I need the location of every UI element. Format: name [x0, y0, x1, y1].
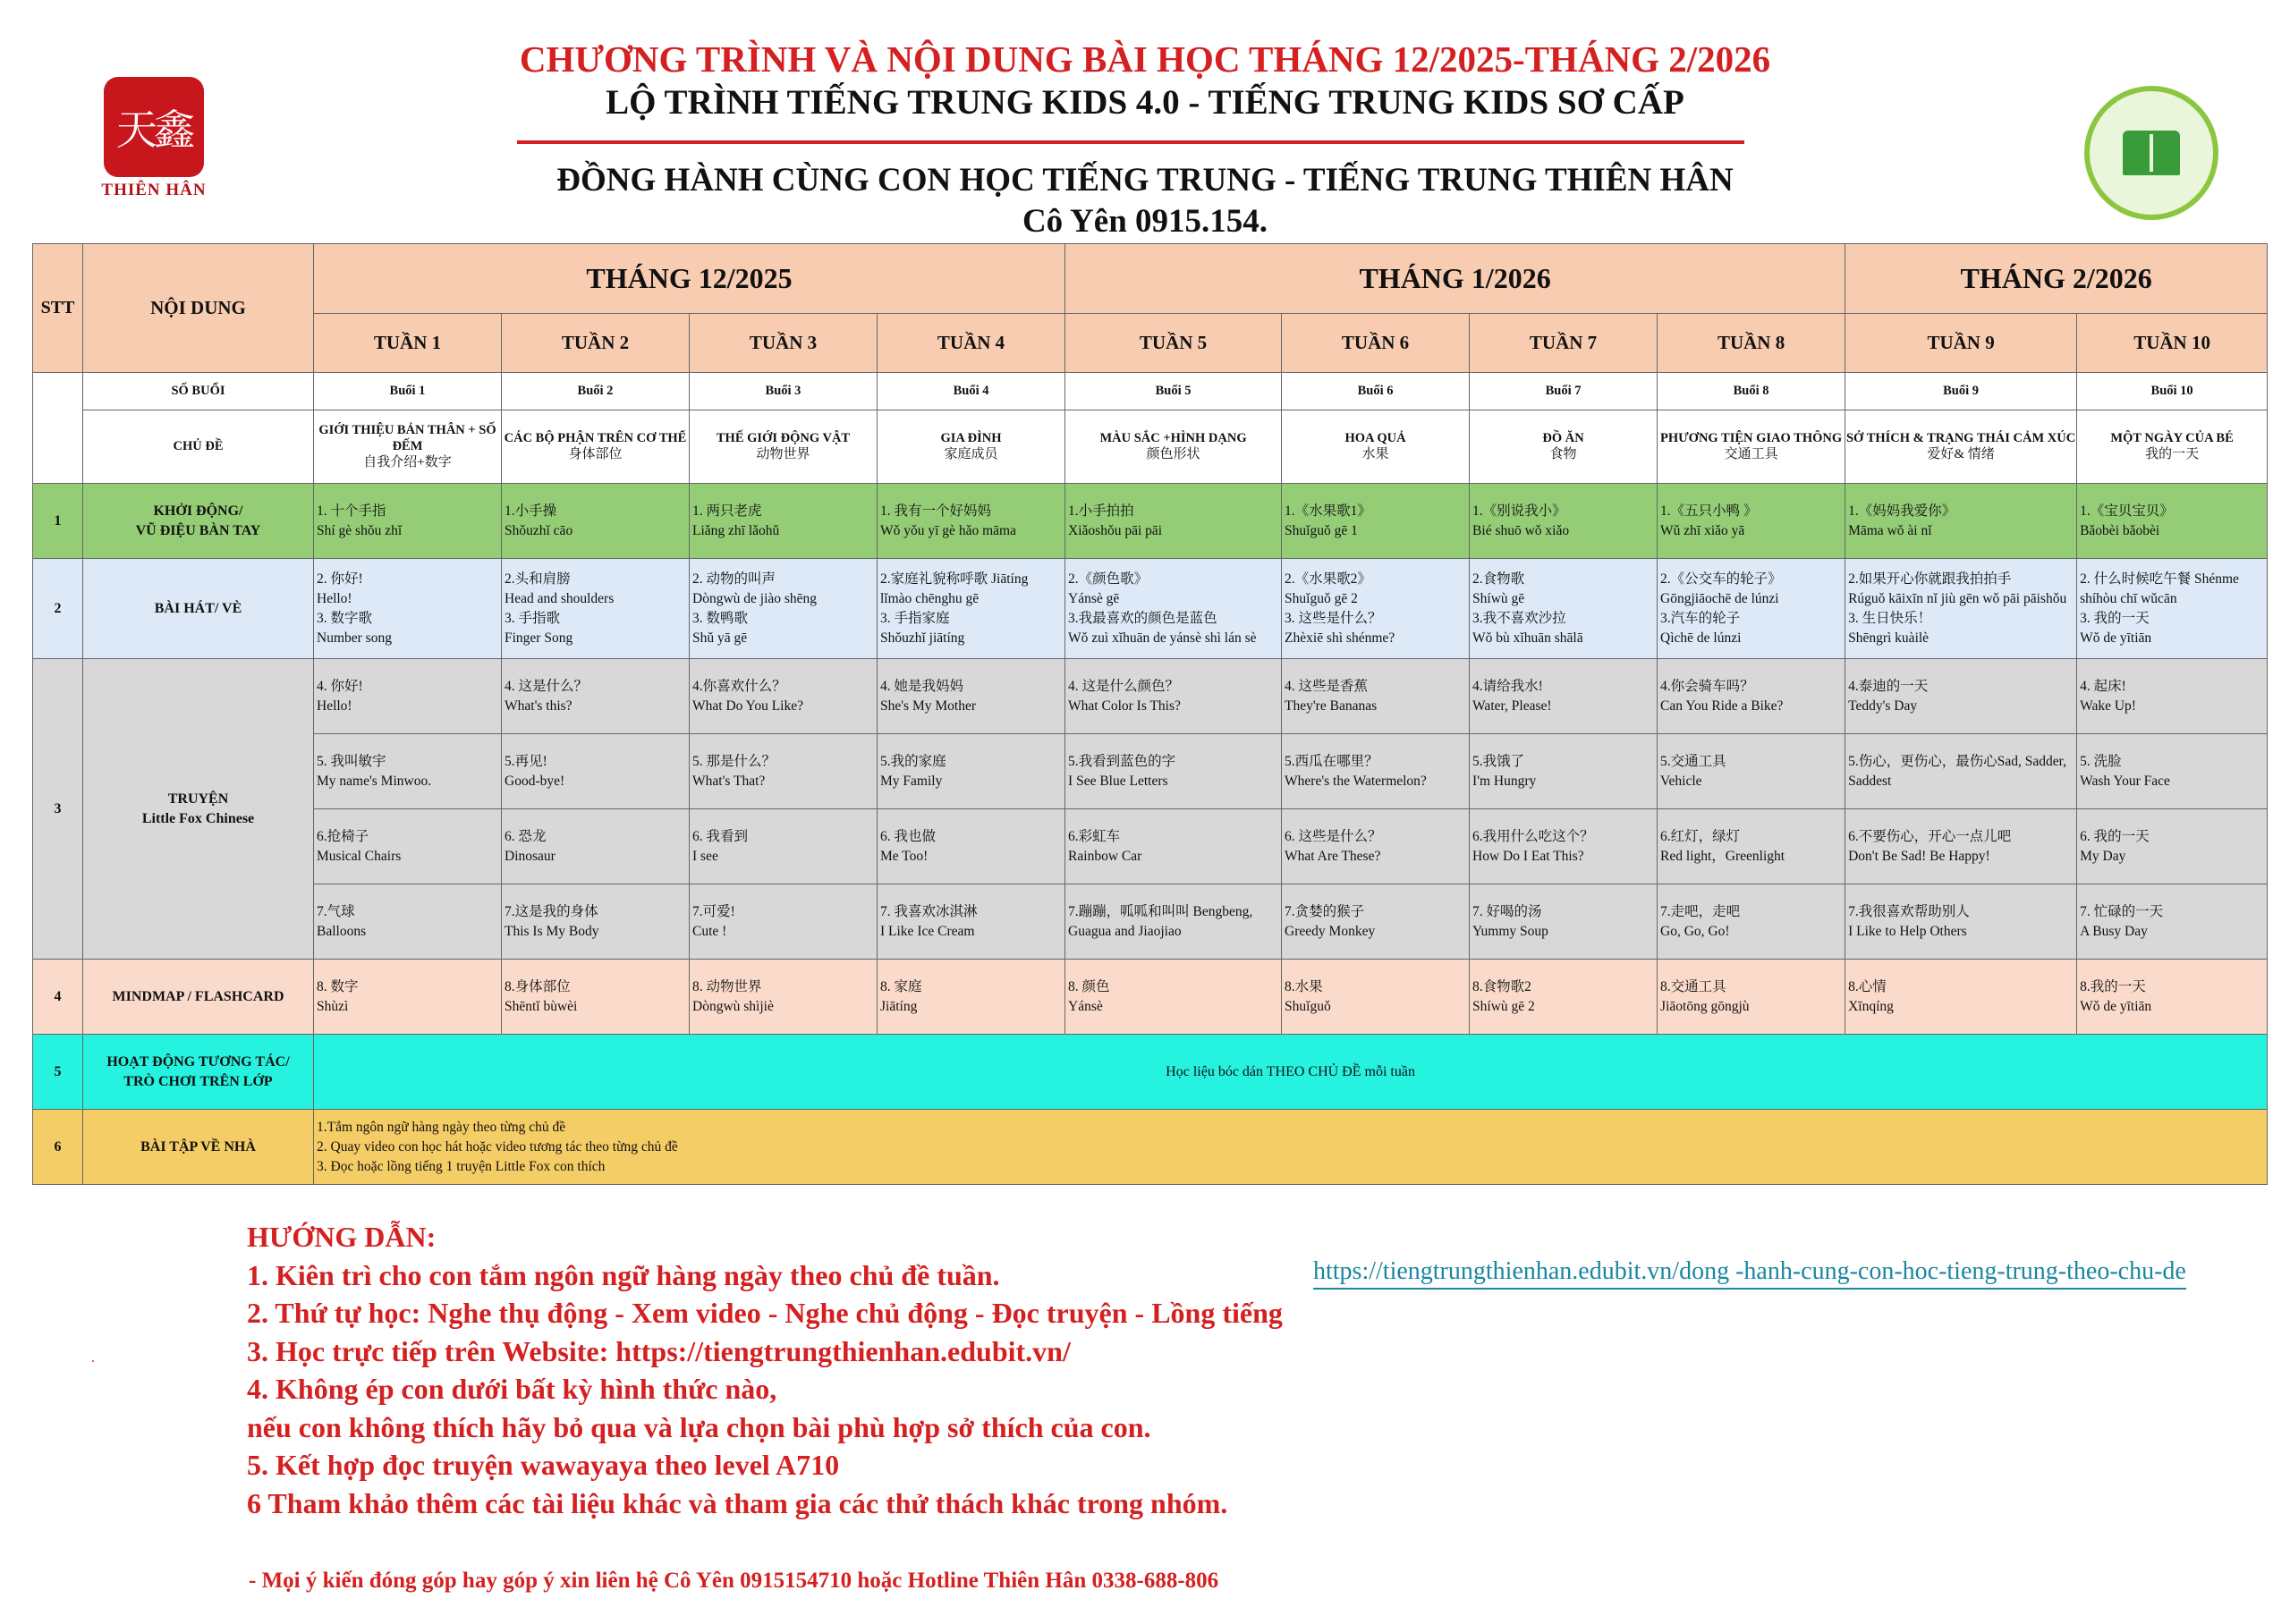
stt-cell: 4 [33, 960, 83, 1035]
story-cell: 6.抢椅子 Musical Chairs [314, 809, 502, 884]
lesson-cell: 1.《别说我小》 Bié shuō wǒ xiǎo [1470, 484, 1658, 559]
topic-zh: 动物世界 [756, 447, 810, 462]
story-cell: 5. 我叫敏宇 My name's Minwoo. [314, 734, 502, 809]
lesson-cell: 2. 你好! Hello! 3. 数字歌 Number song [314, 559, 502, 659]
row-label: HOẠT ĐỘNG TƯƠNG TÁC/ TRÒ CHƠI TRÊN LỚP [83, 1035, 314, 1110]
story-cell: 5.伤心，更伤心，最伤心Sad, Sadder, Saddest [1845, 734, 2077, 809]
story-cell: 4. 起床! Wake Up! [2077, 659, 2268, 734]
topic-zh: 水果 [1361, 447, 1389, 462]
stray-dot: . [91, 1350, 95, 1366]
session-cell: Buổi 5 [1065, 373, 1282, 410]
story-cell: 6. 这些是什么？ What Are These? [1282, 809, 1470, 884]
activities-cell: Học liệu bóc dán THEO CHỦ ĐỀ mỗi tuần [314, 1035, 2268, 1110]
month-header: THÁNG 12/2025 [314, 244, 1065, 314]
week-header-row [33, 314, 2268, 373]
feedback-contact: - Mọi ý kiến đóng góp hay góp ý xin liên hệ Cô Yên 0915154710 hoặc Hotline Thiên Hân 0338-688-806 [249, 1569, 1219, 1593]
stt-cell: 1 [33, 484, 83, 559]
session-cell: Buổi 9 [1845, 373, 2077, 410]
week-header: TUẦN 4 [878, 314, 1065, 373]
lesson-cell: 1. 我有一个好妈妈 Wǒ yǒu yī gè hǎo māma [878, 484, 1065, 559]
story-cell: 6. 我的一天 My Day [2077, 809, 2268, 884]
stt-cell: 2 [33, 559, 83, 659]
story-cell: 4. 这是什么颜色？ What Color Is This? [1065, 659, 1282, 734]
topic-cell [1658, 410, 1845, 484]
lesson-cell: 8.食物歌2 Shíwù gē 2 [1470, 960, 1658, 1035]
topic-cell [502, 410, 690, 484]
topic-cell [314, 410, 502, 484]
story-cell: 5. 洗脸 Wash Your Face [2077, 734, 2268, 809]
story-cell: 4. 这是什么？ What's this? [502, 659, 690, 734]
course-link[interactable]: https://tiengtrungthienhan.edubit.vn/dong -hanh-cung-con-hoc-tieng-trung-theo-chu-de [1313, 1257, 2186, 1290]
topic-vi: CÁC BỘ PHẬN TRÊN CƠ THỂ [504, 431, 687, 446]
lesson-plan-table [32, 243, 2268, 1185]
lesson-cell: 1.《妈妈我爱你》 Māma wǒ ài nǐ [1845, 484, 2077, 559]
story-cell: 7.可爱! Cute ! [690, 884, 878, 960]
topic-cell [878, 410, 1065, 484]
month-header: THÁNG 1/2026 [1065, 244, 1845, 314]
topic-zh: 颜色形状 [1146, 447, 1200, 462]
row-songs [33, 559, 2268, 659]
story-cell: 7.气球 Balloons [314, 884, 502, 960]
session-cell: Buổi 8 [1658, 373, 1845, 410]
story-cell: 5.交通工具 Vehicle [1658, 734, 1845, 809]
row-homework [33, 1110, 2268, 1185]
story-cell: 6.我用什么吃这个？ How Do I Eat This? [1470, 809, 1658, 884]
lesson-cell: 1.《五只小鸭 》 Wǔ zhī xiǎo yā [1658, 484, 1845, 559]
story-cell: 5. 那是什么？ What's That? [690, 734, 878, 809]
topic-zh: 交通工具 [1724, 447, 1778, 462]
topic-vi: SỞ THÍCH & TRẠNG THÁI CẢM XÚC [1845, 431, 2076, 446]
session-cell: Buổi 7 [1470, 373, 1658, 410]
study-guide [247, 1218, 1283, 1522]
topic-cell [1845, 410, 2077, 484]
topic-vi: HOA QUẢ [1344, 431, 1406, 446]
story-cell: 5.我的家庭 My Family [878, 734, 1065, 809]
story-cell: 4.请给我水! Water, Please! [1470, 659, 1658, 734]
content-header: NỘI DUNG [83, 244, 314, 373]
homework-cell: 1.Tắm ngôn ngữ hàng ngày theo từng chủ đề 2. Quay video con học hát hoặc video tương tác theo từng chủ đề 3. Đọc hoặc lồng tiếng 1 truyện Little Fox con thích [314, 1110, 2268, 1185]
lesson-cell: 8. 家庭 Jiātíng [878, 960, 1065, 1035]
row-stories [33, 809, 2268, 884]
teacher-contact: Cô Yên 0915.154. [1022, 203, 1268, 240]
story-cell: 4.你喜欢什么？ What Do You Like? [690, 659, 878, 734]
topic-zh: 爱好& 情绪 [1927, 447, 1995, 462]
week-header: TUẦN 8 [1658, 314, 1845, 373]
lesson-cell: 2. 动物的叫声 Dòngwù de jiào shēng 3. 数鸭歌 Shǔ yā gē [690, 559, 878, 659]
lesson-cell: 8.心情 Xīnqíng [1845, 960, 2077, 1035]
lesson-cell: 1.小手操 Shǒuzhǐ cāo [502, 484, 690, 559]
guide-line: 3. Học trực tiếp trên Website: https://tiengtrungthienhan.edubit.vn/ [247, 1334, 1071, 1367]
story-cell: 7. 忙碌的一天 A Busy Day [2077, 884, 2268, 960]
stt-cell: 3 [33, 659, 83, 960]
stt-cell: 6 [33, 1110, 83, 1185]
guide-line: 4. Không ép con dưới bất kỳ hình thức nào, [247, 1373, 777, 1405]
session-cell: Buổi 3 [690, 373, 878, 410]
story-cell: 7. 好喝的汤 Yummy Soup [1470, 884, 1658, 960]
story-cell: 7.我很喜欢帮助别人 I Like to Help Others [1845, 884, 2077, 960]
story-cell: 7.这是我的身体 This Is My Body [502, 884, 690, 960]
row-label: BÀI HÁT/ VÈ [83, 559, 314, 659]
story-cell: 5.西瓜在哪里？ Where's the Watermelon? [1282, 734, 1470, 809]
story-cell: 6.红灯，绿灯 Red light，Greenlight [1658, 809, 1845, 884]
guide-line: 1. Kiên trì cho con tắm ngôn ngữ hàng ngày theo chủ đề tuần. [247, 1258, 1000, 1291]
logo-label: THIÊN HÂN [101, 181, 207, 199]
lesson-cell: 2.《公交车的轮子》 Gōngjiāochē de lúnzi 3.汽车的轮子 Qìchē de lúnzi [1658, 559, 1845, 659]
subtitle: ĐỒNG HÀNH CÙNG CON HỌC TIẾNG TRUNG - TIẾNG TRUNG THIÊN HÂN [556, 162, 1734, 199]
lesson-cell: 8.水果 Shuǐguǒ [1282, 960, 1470, 1035]
guide-heading: HƯỚNG DẪN: [247, 1221, 437, 1253]
lesson-cell: 2.如果开心你就跟我拍拍手 Rúguǒ kāixīn nǐ jiù gēn wǒ pāi pāishǒu 3. 生日快乐！ Shēngrì kuàilè [1845, 559, 2077, 659]
course-title: LỘ TRÌNH TIẾNG TRUNG KIDS 4.0 - TIẾNG TRUNG KIDS SƠ CẤP [606, 83, 1684, 122]
week-header: TUẦN 10 [2077, 314, 2268, 373]
lesson-cell: 2. 什么时候吃午餐 Shénme shíhòu chī wǔcān 3. 我的一天 Wǒ de yītiān [2077, 559, 2268, 659]
stt-cell [33, 373, 83, 484]
session-label: SỐ BUỔI [83, 373, 314, 410]
week-header: TUẦN 6 [1282, 314, 1470, 373]
story-cell: 7.贪婪的猴子 Greedy Monkey [1282, 884, 1470, 960]
stt-cell: 5 [33, 1035, 83, 1110]
week-header: TUẦN 3 [690, 314, 878, 373]
session-cell: Buổi 1 [314, 373, 502, 410]
lesson-cell: 2.《水果歌2》 Shuǐguǒ gē 2 3. 这些是什么？ Zhèxiē shì shénme? [1282, 559, 1470, 659]
week-header: TUẦN 7 [1470, 314, 1658, 373]
topic-vi: GIA ĐÌNH [940, 431, 1002, 446]
topic-vi: GIỚI THIỆU BẢN THÂN + SỐ ĐẾM [318, 423, 496, 454]
topic-row [33, 410, 2268, 484]
story-cell: 6. 我看到 I see [690, 809, 878, 884]
topic-vi: THẾ GIỚI ĐỘNG VẬT [716, 431, 851, 446]
guide-line: 6 Tham khảo thêm các tài liệu khác và tham gia các thử thách khác trong nhóm. [247, 1486, 1228, 1519]
row-stories [33, 884, 2268, 960]
week-header: TUẦN 5 [1065, 314, 1282, 373]
week-header: TUẦN 1 [314, 314, 502, 373]
topic-label: CHỦ ĐỀ [83, 410, 314, 484]
topic-zh: 食物 [1549, 447, 1577, 462]
row-stories [33, 659, 2268, 734]
story-cell: 7.走吧，走吧 Go, Go, Go! [1658, 884, 1845, 960]
main-title: CHƯƠNG TRÌNH VÀ NỘI DUNG BÀI HỌC THÁNG 12/2025-THÁNG 2/2026 [519, 38, 1771, 80]
row-warmup [33, 484, 2268, 559]
story-cell: 7. 我喜欢冰淇淋 I Like Ice Cream [878, 884, 1065, 960]
topic-vi: ĐỒ ĂN [1542, 431, 1584, 446]
topic-cell [690, 410, 878, 484]
session-cell: Buổi 4 [878, 373, 1065, 410]
lesson-cell: 8.身体部位 Shēntǐ bùwèi [502, 960, 690, 1035]
story-cell: 4. 这些是香蕉 They're Bananas [1282, 659, 1470, 734]
lesson-cell: 2.食物歌 Shíwù gē 3.我不喜欢沙拉 Wǒ bù xǐhuān shālā [1470, 559, 1658, 659]
session-cell: Buổi 10 [2077, 373, 2268, 410]
lesson-cell: 8. 数字 Shùzì [314, 960, 502, 1035]
topic-cell [2077, 410, 2268, 484]
guide-line: 5. Kết hợp đọc truyện wawayaya theo level A710 [247, 1449, 840, 1481]
lesson-cell: 8.交通工具 Jiāotōng gōngjù [1658, 960, 1845, 1035]
lesson-cell: 8.我的一天 Wǒ de yītiān [2077, 960, 2268, 1035]
story-cell: 5.我看到蓝色的字 I See Blue Letters [1065, 734, 1282, 809]
row-mindmap [33, 960, 2268, 1035]
row-stories [33, 734, 2268, 809]
story-cell: 6.不要伤心，开心一点儿吧 Don't Be Sad! Be Happy! [1845, 809, 2077, 884]
lesson-cell: 1.《宝贝宝贝》 Bǎobèi bǎobèi [2077, 484, 2268, 559]
topic-vi: MỘT NGÀY CỦA BÉ [2110, 431, 2234, 446]
title-divider [517, 140, 1744, 144]
story-cell: 6.彩虹车 Rainbow Car [1065, 809, 1282, 884]
topic-zh: 自我介绍+数字 [363, 455, 452, 470]
row-label: BÀI TẬP VỀ NHÀ [83, 1110, 314, 1185]
lesson-cell: 2.《颜色歌》 Yánsè gē 3.我最喜欢的颜色是蓝色 Wǒ zuì xǐhuān de yánsè shì lán sè [1065, 559, 1282, 659]
session-cell: Buổi 2 [502, 373, 690, 410]
story-cell: 6. 我也做 Me Too! [878, 809, 1065, 884]
story-cell: 4. 她是我妈妈 She's My Mother [878, 659, 1065, 734]
story-cell: 5.再见! Good-bye! [502, 734, 690, 809]
lesson-cell: 2.头和肩膀 Head and shoulders 3. 手指歌 Finger Song [502, 559, 690, 659]
lesson-cell: 8. 动物世界 Dòngwù shìjiè [690, 960, 878, 1035]
story-cell: 4. 你好! Hello! [314, 659, 502, 734]
guide-line: nếu con không thích hãy bỏ qua và lựa chọn bài phù hợp sở thích của con. [247, 1410, 1151, 1443]
story-cell: 4.你会骑车吗？ Can You Ride a Bike? [1658, 659, 1845, 734]
row-activities [33, 1035, 2268, 1110]
lesson-cell: 8. 颜色 Yánsè [1065, 960, 1282, 1035]
topic-zh: 身体部位 [568, 447, 623, 462]
lesson-cell: 2.家庭礼貌称呼歌 Jiātíng lǐmào chēnghu gē 3. 手指家庭 Shǒuzhǐ jiātíng [878, 559, 1065, 659]
topic-zh: 家庭成员 [944, 447, 998, 462]
lesson-cell: 1. 十个手指 Shí gè shǒu zhǐ [314, 484, 502, 559]
guide-line: 2. Thứ tự học: Nghe thụ động - Xem video - Nghe chủ động - Đọc truyện - Lồng tiếng [247, 1297, 1283, 1329]
topic-vi: MÀU SẮC +HÌNH DẠNG [1099, 431, 1247, 446]
topic-cell [1470, 410, 1658, 484]
topic-vi: PHƯƠNG TIỆN GIAO THÔNG [1659, 431, 1843, 446]
week-header: TUẦN 9 [1845, 314, 2077, 373]
story-cell: 5.我饿了 I'm Hungry [1470, 734, 1658, 809]
topic-zh: 我的一天 [2145, 447, 2200, 462]
story-cell: 6. 恐龙 Dinosaur [502, 809, 690, 884]
logo-glyphs: 天鑫 [116, 106, 191, 154]
topic-cell [1065, 410, 1282, 484]
lesson-cell: 1.小手拍拍 Xiǎoshǒu pāi pāi [1065, 484, 1282, 559]
row-label: KHỞI ĐỘNG/ VŨ ĐIỆU BÀN TAY [83, 484, 314, 559]
lesson-cell: 1. 两只老虎 Liǎng zhī lǎohǔ [690, 484, 878, 559]
lesson-cell: 1.《水果歌1》 Shuǐguǒ gē 1 [1282, 484, 1470, 559]
story-cell: 7.蹦蹦，呱呱和叫叫 Bengbeng, Guagua and Jiaojiao [1065, 884, 1282, 960]
week-header: TUẦN 2 [502, 314, 690, 373]
story-cell: 4.泰迪的一天 Teddy's Day [1845, 659, 2077, 734]
topic-cell [1282, 410, 1470, 484]
month-header-row [33, 244, 2268, 314]
row-label: TRUYỆN Little Fox Chinese [83, 659, 314, 960]
session-row [33, 373, 2268, 410]
month-header: THÁNG 2/2026 [1845, 244, 2268, 314]
session-cell: Buổi 6 [1282, 373, 1470, 410]
stt-header: STT [33, 244, 83, 373]
row-label: MINDMAP / FLASHCARD [83, 960, 314, 1035]
